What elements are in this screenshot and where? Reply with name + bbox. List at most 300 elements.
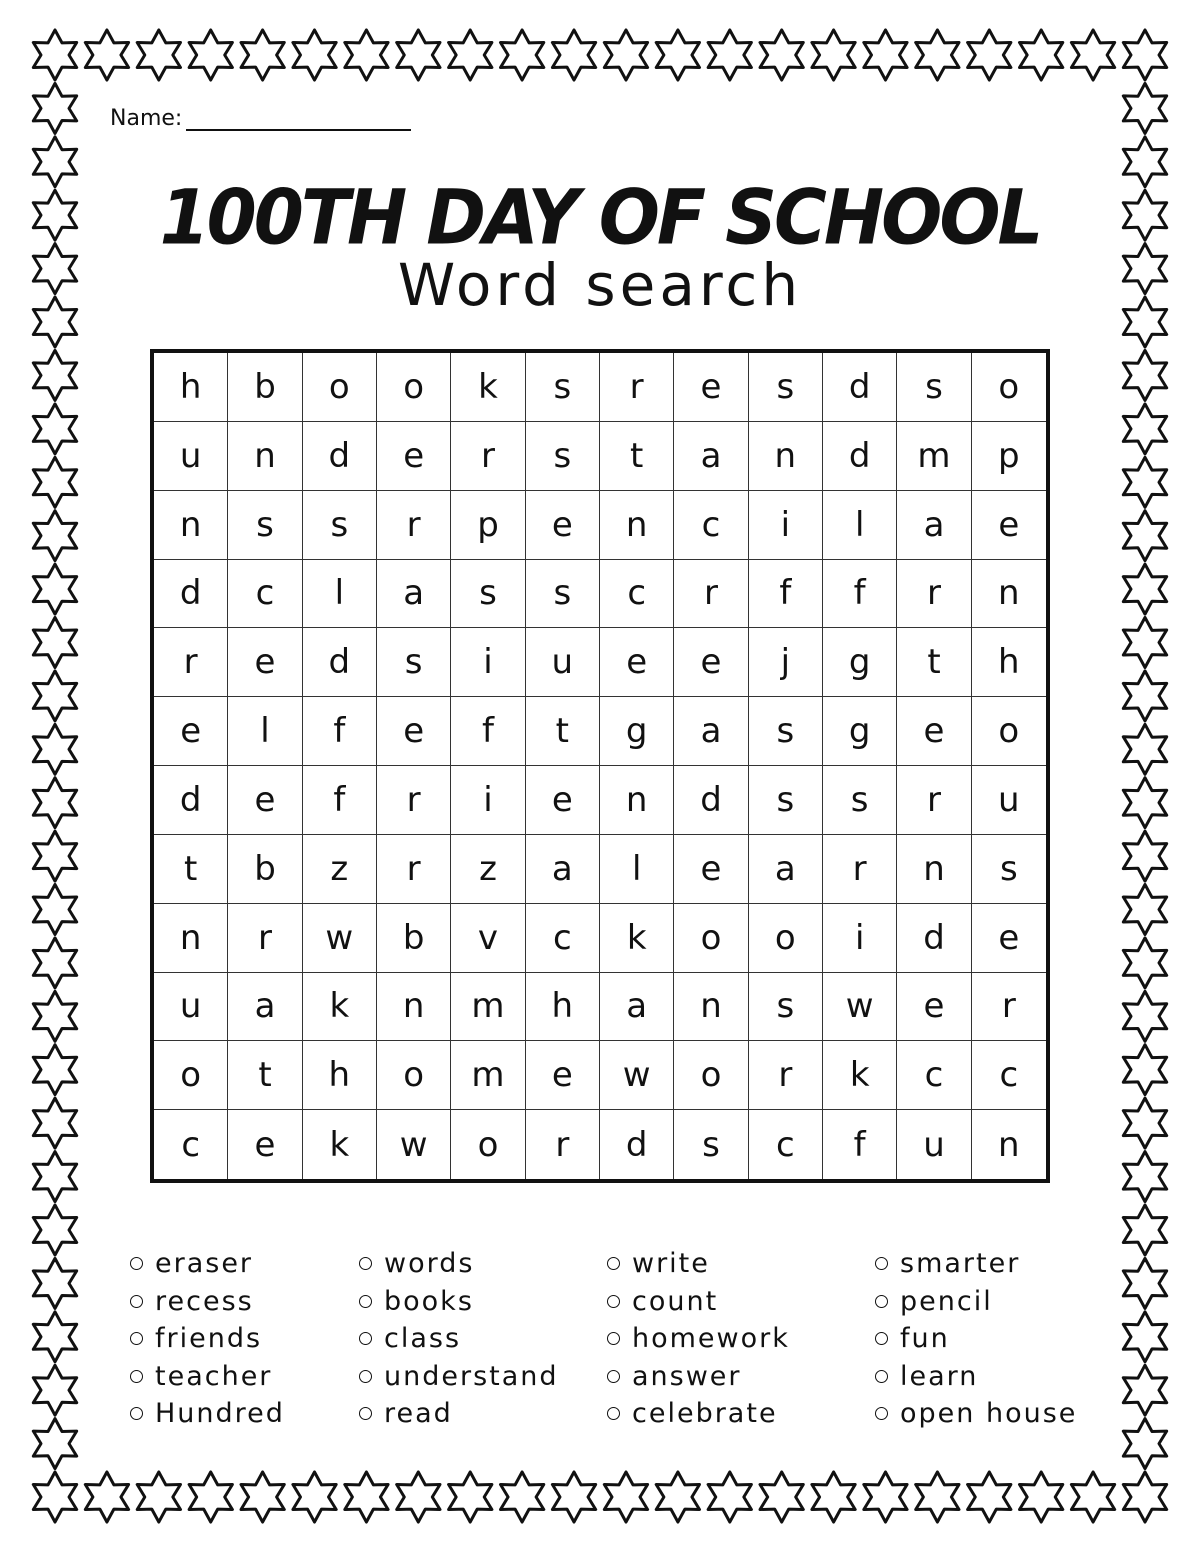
grid-cell[interactable]: a bbox=[377, 560, 451, 629]
grid-cell[interactable]: r bbox=[674, 560, 748, 629]
word-label: understand bbox=[384, 1360, 559, 1392]
star-icon bbox=[1123, 511, 1166, 561]
circle-checkbox-icon[interactable] bbox=[130, 1332, 143, 1345]
word-list-item[interactable] bbox=[359, 1358, 559, 1396]
grid-cell[interactable]: e bbox=[674, 628, 748, 697]
grid-cell[interactable]: n bbox=[897, 835, 971, 904]
grid-cell[interactable]: e bbox=[897, 697, 971, 766]
grid-cell[interactable]: t bbox=[600, 422, 674, 491]
grid-cell[interactable]: n bbox=[228, 422, 302, 491]
circle-checkbox-icon[interactable] bbox=[607, 1407, 620, 1420]
grid-cell[interactable]: c bbox=[897, 1041, 971, 1110]
grid-cell[interactable]: d bbox=[674, 766, 748, 835]
star-icon bbox=[1123, 564, 1166, 614]
grid-cell[interactable]: r bbox=[154, 628, 228, 697]
grid-cell[interactable]: s bbox=[749, 353, 823, 422]
star-icon bbox=[604, 30, 647, 80]
star-icon bbox=[1020, 1472, 1063, 1522]
word-label: count bbox=[632, 1285, 719, 1317]
star-icon bbox=[189, 1472, 232, 1522]
grid-cell[interactable]: e bbox=[228, 1110, 302, 1179]
star-icon bbox=[968, 30, 1011, 80]
grid-cell[interactable]: i bbox=[823, 904, 897, 973]
grid-cell[interactable]: e bbox=[228, 628, 302, 697]
grid-cell[interactable]: r bbox=[377, 835, 451, 904]
grid-cell[interactable]: c bbox=[600, 560, 674, 629]
star-icon bbox=[241, 30, 284, 80]
star-icon bbox=[449, 30, 492, 80]
grid-cell[interactable]: s bbox=[897, 353, 971, 422]
star-icon bbox=[501, 30, 544, 80]
grid-cell[interactable]: u bbox=[897, 1110, 971, 1179]
grid-cell[interactable]: e bbox=[674, 353, 748, 422]
word-list-item[interactable] bbox=[607, 1395, 790, 1433]
grid-cell[interactable]: a bbox=[228, 973, 302, 1042]
word-list-item[interactable] bbox=[130, 1358, 285, 1396]
star-icon bbox=[241, 1472, 284, 1522]
grid-cell[interactable]: n bbox=[972, 560, 1046, 629]
star-icon bbox=[501, 1472, 544, 1522]
grid-cell[interactable]: z bbox=[451, 835, 525, 904]
star-icon bbox=[656, 30, 699, 80]
word-label: smarter bbox=[900, 1248, 1021, 1280]
grid-cell[interactable]: e bbox=[377, 422, 451, 491]
word-list-item[interactable] bbox=[875, 1395, 1077, 1433]
grid-cell[interactable]: c bbox=[154, 1110, 228, 1179]
grid-cell[interactable]: e bbox=[972, 491, 1046, 560]
grid-cell[interactable]: s bbox=[377, 628, 451, 697]
star-icon bbox=[1123, 404, 1166, 454]
star-icon bbox=[1123, 83, 1166, 133]
grid-cell[interactable]: s bbox=[526, 422, 600, 491]
grid-cell[interactable]: n bbox=[674, 973, 748, 1042]
star-icon bbox=[33, 1365, 76, 1415]
grid-cell[interactable]: c bbox=[972, 1041, 1046, 1110]
grid-cell[interactable]: e bbox=[526, 491, 600, 560]
word-list-item[interactable] bbox=[359, 1283, 559, 1321]
grid-cell[interactable]: r bbox=[377, 491, 451, 560]
circle-checkbox-icon[interactable] bbox=[130, 1407, 143, 1420]
word-label: books bbox=[384, 1285, 474, 1317]
grid-cell[interactable]: l bbox=[303, 560, 377, 629]
grid-cell[interactable]: w bbox=[377, 1110, 451, 1179]
grid-cell[interactable]: r bbox=[451, 422, 525, 491]
circle-checkbox-icon[interactable] bbox=[359, 1370, 372, 1383]
grid-cell[interactable]: d bbox=[600, 1110, 674, 1179]
grid-cell[interactable]: f bbox=[823, 1110, 897, 1179]
grid-cell[interactable]: o bbox=[451, 1110, 525, 1179]
star-icon bbox=[33, 885, 76, 935]
word-label: teacher bbox=[155, 1360, 273, 1392]
circle-checkbox-icon[interactable] bbox=[359, 1257, 372, 1270]
grid-cell[interactable]: f bbox=[303, 697, 377, 766]
star-icon bbox=[33, 618, 76, 668]
star-icon bbox=[345, 30, 388, 80]
star-icon bbox=[397, 30, 440, 80]
page-subtitle: Word search bbox=[397, 251, 803, 319]
grid-cell[interactable]: j bbox=[749, 628, 823, 697]
grid-cell[interactable]: o bbox=[377, 1041, 451, 1110]
grid-cell[interactable]: d bbox=[823, 422, 897, 491]
star-icon bbox=[33, 1152, 76, 1202]
grid-cell[interactable]: l bbox=[823, 491, 897, 560]
grid-cell[interactable]: w bbox=[823, 973, 897, 1042]
word-list-item[interactable] bbox=[359, 1245, 559, 1283]
star-icon bbox=[1123, 1312, 1166, 1362]
name-field bbox=[110, 103, 411, 131]
grid-cell[interactable]: u bbox=[154, 422, 228, 491]
grid-cell[interactable]: h bbox=[154, 353, 228, 422]
grid-cell[interactable]: s bbox=[526, 560, 600, 629]
star-icon bbox=[189, 30, 232, 80]
grid-cell[interactable]: s bbox=[303, 491, 377, 560]
star-icon bbox=[812, 1472, 855, 1522]
word-bank-column bbox=[359, 1245, 559, 1433]
grid-cell[interactable]: c bbox=[749, 1110, 823, 1179]
star-icon bbox=[1123, 778, 1166, 828]
grid-cell[interactable]: o bbox=[972, 353, 1046, 422]
word-list-item[interactable] bbox=[875, 1283, 1077, 1321]
star-icon bbox=[1123, 831, 1166, 881]
grid-cell[interactable]: n bbox=[154, 491, 228, 560]
star-icon bbox=[1123, 1472, 1166, 1522]
grid-cell[interactable]: t bbox=[154, 835, 228, 904]
star-icon bbox=[1123, 885, 1166, 935]
grid-cell[interactable]: r bbox=[823, 835, 897, 904]
star-icon bbox=[1123, 1365, 1166, 1415]
grid-cell[interactable]: u bbox=[526, 628, 600, 697]
word-label: class bbox=[384, 1323, 462, 1355]
grid-cell[interactable]: r bbox=[526, 1110, 600, 1179]
star-icon bbox=[1123, 1258, 1166, 1308]
grid-cell[interactable]: s bbox=[228, 491, 302, 560]
grid-cell[interactable]: b bbox=[228, 835, 302, 904]
star-icon bbox=[1123, 1045, 1166, 1095]
grid-cell[interactable]: k bbox=[303, 973, 377, 1042]
grid-cell[interactable]: r bbox=[377, 766, 451, 835]
word-list-item[interactable] bbox=[607, 1283, 790, 1321]
star-icon bbox=[33, 1472, 76, 1522]
word-label: read bbox=[384, 1398, 453, 1430]
star-icon bbox=[33, 724, 76, 774]
circle-checkbox-icon[interactable] bbox=[130, 1370, 143, 1383]
star-icon bbox=[1123, 991, 1166, 1041]
star-icon bbox=[293, 1472, 336, 1522]
star-icon bbox=[33, 1098, 76, 1148]
star-icon bbox=[656, 1472, 699, 1522]
star-icon bbox=[293, 30, 336, 80]
star-icon bbox=[33, 991, 76, 1041]
grid-cell[interactable]: a bbox=[674, 697, 748, 766]
grid-cell[interactable]: b bbox=[228, 353, 302, 422]
grid-cell[interactable]: r bbox=[749, 1041, 823, 1110]
word-list-item[interactable] bbox=[875, 1320, 1077, 1358]
grid-cell[interactable]: o bbox=[303, 353, 377, 422]
grid-cell[interactable]: c bbox=[526, 904, 600, 973]
circle-checkbox-icon[interactable] bbox=[875, 1295, 888, 1308]
star-icon bbox=[1123, 938, 1166, 988]
grid-cell[interactable]: s bbox=[972, 835, 1046, 904]
grid-cell[interactable]: c bbox=[674, 491, 748, 560]
grid-cell[interactable]: d bbox=[303, 628, 377, 697]
circle-checkbox-icon[interactable] bbox=[875, 1370, 888, 1383]
star-icon bbox=[1123, 350, 1166, 400]
word-list-item[interactable] bbox=[130, 1320, 285, 1358]
grid-cell[interactable]: s bbox=[674, 1110, 748, 1179]
word-label: recess bbox=[155, 1285, 254, 1317]
grid-cell[interactable]: s bbox=[451, 560, 525, 629]
grid-cell[interactable]: k bbox=[451, 353, 525, 422]
circle-checkbox-icon[interactable] bbox=[875, 1332, 888, 1345]
grid-cell[interactable]: e bbox=[674, 835, 748, 904]
grid-cell[interactable]: g bbox=[600, 697, 674, 766]
grid-cell[interactable]: z bbox=[303, 835, 377, 904]
star-icon bbox=[552, 1472, 595, 1522]
grid-cell[interactable]: e bbox=[600, 628, 674, 697]
grid-cell[interactable]: s bbox=[526, 353, 600, 422]
star-icon bbox=[1123, 1098, 1166, 1148]
grid-cell[interactable]: f bbox=[451, 697, 525, 766]
grid-cell[interactable]: e bbox=[526, 1041, 600, 1110]
word-list-item[interactable] bbox=[130, 1283, 285, 1321]
grid-cell[interactable]: a bbox=[897, 491, 971, 560]
circle-checkbox-icon[interactable] bbox=[359, 1332, 372, 1345]
circle-checkbox-icon[interactable] bbox=[607, 1332, 620, 1345]
grid-cell[interactable]: h bbox=[972, 628, 1046, 697]
star-icon bbox=[1123, 457, 1166, 507]
star-icon bbox=[33, 1312, 76, 1362]
grid-cell[interactable]: e bbox=[972, 904, 1046, 973]
circle-checkbox-icon[interactable] bbox=[359, 1407, 372, 1420]
star-icon bbox=[33, 511, 76, 561]
star-icon bbox=[916, 30, 959, 80]
word-label: pencil bbox=[900, 1285, 993, 1317]
grid-cell[interactable]: b bbox=[377, 904, 451, 973]
star-icon bbox=[345, 1472, 388, 1522]
grid-cell[interactable]: o bbox=[674, 904, 748, 973]
circle-checkbox-icon[interactable] bbox=[359, 1295, 372, 1308]
word-list-item[interactable] bbox=[875, 1358, 1077, 1396]
grid-cell[interactable]: d bbox=[897, 904, 971, 973]
word-label: eraser bbox=[155, 1248, 254, 1280]
grid-cell[interactable]: w bbox=[600, 1041, 674, 1110]
grid-cell[interactable]: s bbox=[823, 766, 897, 835]
grid-cell[interactable]: o bbox=[749, 904, 823, 973]
grid-cell[interactable]: l bbox=[600, 835, 674, 904]
star-icon bbox=[1123, 618, 1166, 668]
grid-cell[interactable]: a bbox=[674, 422, 748, 491]
grid-cell[interactable]: f bbox=[749, 560, 823, 629]
star-icon bbox=[760, 1472, 803, 1522]
grid-cell[interactable]: k bbox=[600, 904, 674, 973]
circle-checkbox-icon[interactable] bbox=[607, 1370, 620, 1383]
grid-cell[interactable]: g bbox=[823, 697, 897, 766]
grid-cell[interactable]: r bbox=[228, 904, 302, 973]
circle-checkbox-icon[interactable] bbox=[130, 1257, 143, 1270]
grid-cell[interactable]: i bbox=[451, 766, 525, 835]
grid-cell[interactable]: a bbox=[526, 835, 600, 904]
star-icon bbox=[1123, 1419, 1166, 1469]
grid-cell[interactable]: r bbox=[600, 353, 674, 422]
grid-cell[interactable]: h bbox=[303, 1041, 377, 1110]
star-icon bbox=[33, 1419, 76, 1469]
grid-cell[interactable]: t bbox=[526, 697, 600, 766]
word-list-item[interactable] bbox=[130, 1395, 285, 1433]
grid-cell[interactable]: k bbox=[303, 1110, 377, 1179]
word-list-item[interactable] bbox=[607, 1320, 790, 1358]
word-list-item[interactable] bbox=[875, 1245, 1077, 1283]
star-icon bbox=[1071, 1472, 1114, 1522]
grid-cell[interactable]: e bbox=[154, 697, 228, 766]
star-icon bbox=[137, 1472, 180, 1522]
star-icon bbox=[1123, 671, 1166, 721]
star-icon bbox=[33, 564, 76, 614]
grid-cell[interactable]: n bbox=[600, 491, 674, 560]
grid-cell[interactable]: a bbox=[749, 835, 823, 904]
word-bank-column bbox=[130, 1245, 285, 1433]
grid-cell[interactable]: e bbox=[897, 973, 971, 1042]
name-blank-line[interactable] bbox=[186, 103, 411, 131]
grid-cell[interactable]: t bbox=[897, 628, 971, 697]
grid-cell[interactable]: k bbox=[823, 1041, 897, 1110]
grid-cell[interactable]: s bbox=[749, 697, 823, 766]
star-icon bbox=[397, 1472, 440, 1522]
grid-cell[interactable]: a bbox=[600, 973, 674, 1042]
grid-cell[interactable]: s bbox=[749, 766, 823, 835]
star-icon bbox=[916, 1472, 959, 1522]
grid-cell[interactable]: d bbox=[303, 422, 377, 491]
word-label: write bbox=[632, 1248, 710, 1280]
grid-cell[interactable]: w bbox=[303, 904, 377, 973]
star-icon bbox=[1123, 30, 1166, 80]
grid-cell[interactable]: h bbox=[526, 973, 600, 1042]
word-search-grid bbox=[150, 349, 1050, 1183]
word-list-item[interactable] bbox=[607, 1358, 790, 1396]
grid-cell[interactable]: d bbox=[154, 766, 228, 835]
grid-cell[interactable]: n bbox=[749, 422, 823, 491]
grid-cell[interactable]: t bbox=[228, 1041, 302, 1110]
word-label: answer bbox=[632, 1360, 742, 1392]
grid-cell[interactable]: o bbox=[154, 1041, 228, 1110]
grid-cell[interactable]: r bbox=[897, 560, 971, 629]
word-label: words bbox=[384, 1248, 475, 1280]
word-list-item[interactable] bbox=[130, 1245, 285, 1283]
grid-cell[interactable]: v bbox=[451, 904, 525, 973]
star-icon bbox=[33, 30, 76, 80]
word-label: learn bbox=[900, 1360, 979, 1392]
grid-cell[interactable]: m bbox=[897, 422, 971, 491]
star-icon bbox=[33, 938, 76, 988]
star-icon bbox=[33, 1045, 76, 1095]
grid-cell[interactable]: n bbox=[600, 766, 674, 835]
star-icon bbox=[1123, 724, 1166, 774]
word-label: homework bbox=[632, 1323, 790, 1355]
grid-cell[interactable]: e bbox=[228, 766, 302, 835]
star-icon bbox=[1071, 30, 1114, 80]
word-bank-column bbox=[875, 1245, 1077, 1433]
star-icon bbox=[1123, 1205, 1166, 1255]
word-label: celebrate bbox=[632, 1398, 778, 1430]
grid-cell[interactable]: s bbox=[749, 973, 823, 1042]
grid-cell[interactable]: n bbox=[998, 1124, 1020, 1165]
circle-checkbox-icon[interactable] bbox=[875, 1407, 888, 1420]
grid-cell[interactable]: o bbox=[674, 1041, 748, 1110]
star-icon bbox=[33, 83, 76, 133]
star-icon bbox=[708, 1472, 751, 1522]
grid-cell[interactable]: n bbox=[377, 973, 451, 1042]
star-icon bbox=[812, 30, 855, 80]
star-icon bbox=[1123, 1152, 1166, 1202]
grid-cell[interactable]: u bbox=[154, 973, 228, 1042]
star-icon bbox=[864, 30, 907, 80]
star-icon bbox=[449, 1472, 492, 1522]
star-icon bbox=[604, 1472, 647, 1522]
grid-cell[interactable]: c bbox=[228, 560, 302, 629]
word-label: Hundred bbox=[155, 1398, 285, 1430]
grid-cell[interactable]: p bbox=[451, 491, 525, 560]
circle-checkbox-icon[interactable] bbox=[607, 1295, 620, 1308]
star-icon bbox=[33, 350, 76, 400]
grid-cell[interactable]: o bbox=[972, 697, 1046, 766]
circle-checkbox-icon[interactable] bbox=[607, 1257, 620, 1270]
star-icon bbox=[137, 30, 180, 80]
star-icon bbox=[33, 404, 76, 454]
name-label: Name: bbox=[110, 106, 183, 131]
star-icon bbox=[33, 1258, 76, 1308]
star-icon bbox=[33, 671, 76, 721]
word-label: friends bbox=[155, 1323, 263, 1355]
grid-cell[interactable]: o bbox=[377, 353, 451, 422]
circle-checkbox-icon[interactable] bbox=[130, 1295, 143, 1308]
grid-cell[interactable]: i bbox=[451, 628, 525, 697]
star-icon bbox=[33, 831, 76, 881]
grid-cell[interactable]: d bbox=[154, 560, 228, 629]
grid-cell[interactable]: n bbox=[154, 904, 228, 973]
star-icon bbox=[552, 30, 595, 80]
grid-cell[interactable]: r bbox=[897, 766, 971, 835]
grid-cell[interactable]: m bbox=[451, 1041, 525, 1110]
star-icon bbox=[864, 1472, 907, 1522]
grid-cell[interactable]: r bbox=[972, 973, 1046, 1042]
grid-cell[interactable]: g bbox=[823, 628, 897, 697]
star-icon bbox=[85, 30, 128, 80]
grid-cell[interactable]: d bbox=[823, 353, 897, 422]
page-title: 100TH DAY OF SCHOOL bbox=[159, 172, 1041, 262]
grid-cell[interactable]: m bbox=[451, 973, 525, 1042]
circle-checkbox-icon[interactable] bbox=[875, 1257, 888, 1270]
grid-cell[interactable]: u bbox=[972, 766, 1046, 835]
word-label: open house bbox=[900, 1398, 1078, 1430]
grid-cell[interactable]: p bbox=[972, 422, 1046, 491]
star-icon bbox=[760, 30, 803, 80]
star-icon bbox=[968, 1472, 1011, 1522]
grid-cell[interactable]: l bbox=[228, 697, 302, 766]
star-icon bbox=[85, 1472, 128, 1522]
star-icon bbox=[33, 778, 76, 828]
star-icon bbox=[1020, 30, 1063, 80]
grid-cell[interactable]: e bbox=[377, 697, 451, 766]
star-icon bbox=[33, 1205, 76, 1255]
grid-cell[interactable]: f bbox=[823, 560, 897, 629]
grid-cell[interactable]: f bbox=[303, 766, 377, 835]
word-list-item[interactable] bbox=[359, 1395, 559, 1433]
grid-cell[interactable]: e bbox=[526, 766, 600, 835]
star-icon bbox=[33, 457, 76, 507]
star-icon bbox=[708, 30, 751, 80]
grid-cell[interactable]: i bbox=[749, 491, 823, 560]
word-list-item[interactable] bbox=[359, 1320, 559, 1358]
word-list-item[interactable] bbox=[607, 1245, 790, 1283]
